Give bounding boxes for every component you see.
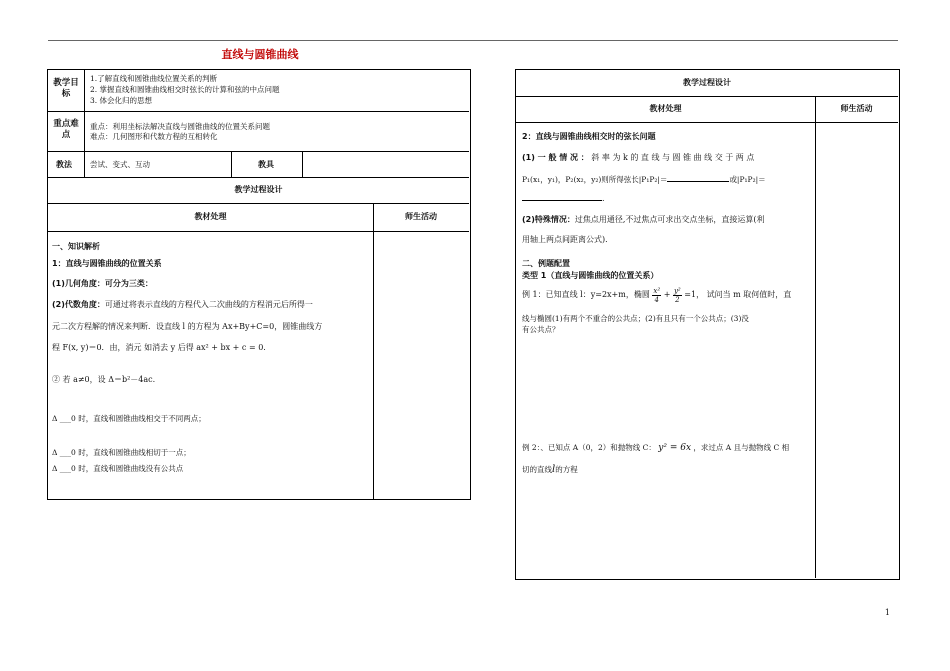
special-case-label: (2)特殊情况： [522, 215, 575, 224]
left-table [47, 69, 471, 500]
delta-less: Δ ___0 时，直线和圆锥曲线没有公共点 [52, 464, 184, 473]
chord-length-b: 或|P₁P₂|＝ [729, 175, 766, 184]
key-label: 重点难点 [53, 119, 79, 140]
special-case-text-1: 过焦点用通径,不过焦点可求出交点坐标，直接运算(利 [574, 215, 765, 224]
example1-line-1: 例 1：已知直线 l：y=2x+m，椭圆 $\frac{\text{x²}}{4}$ + $\frac{\text{y²}}{2}$ =1， 试问当 m 取何值时，直 [522, 286, 792, 304]
special-case-line-2: 用轴上两点间距离公式)． [522, 235, 614, 244]
right-table: 教学过程设计 教材处理 师生活动 2：直线与圆锥曲线相交时的弦长问题 (1) 一 般 情 况 ： 斜 率 为 k 的 直 线 与 圆 锥 曲 线 交 于 两 点 P₁(x₁，y₁)，P₂(x₂，y₂)则所得弦长|P₁P₂|＝ 或|P₁P₂|＝ . (2)特殊情况：过焦点用通径,不过焦点可求出交点坐标，直接运算(利 用轴上两点间距离公式)． 二、例题配置 类型 1（直线与圆锥曲线的位置关系） 例 1：已知直线 l：y=2x+m，椭圆 $\frac{\text{x²}}{4}$ + $\frac{\text{y²}}{2}$ =1， 试问当 m 取何值时，直 线与椭圆(1)有两个不重合的公共点；(2)有且只有一个公共点；(3)没 有公共点？ 例 2：、已知点 A（0，2）和抛物线 C： y² = 6x ，求过点 A 且与抛物线 C 相 切的直线l的方程 [515, 69, 900, 580]
algebra-text-1: 可通过将表示直线的方程代入二次曲线的方程消元后所得一 [104, 300, 313, 309]
section3-title: 二、例题配置 [522, 259, 570, 268]
col-activity: 师生活动 [405, 212, 437, 221]
goal-1: 1.了解直线和圆锥曲线位置关系的判断 [90, 74, 218, 83]
tool-label: 教具 [258, 160, 274, 169]
method-label: 教法 [56, 160, 72, 169]
special-case-line-1 [522, 213, 765, 226]
key-point-2: 难点：几何图形和代数方程的互相转化 [90, 132, 218, 141]
ellipse-fraction-x: $\frac{\text{x²}}{4}$ [653, 286, 661, 304]
page-title: 直线与圆锥曲线 [221, 48, 299, 61]
example1-line-3: 有公共点？ [522, 325, 560, 334]
goal-2: 2. 掌握直线和圆锥曲线相交时弦长的计算和弦的中点问题 [90, 85, 280, 94]
general-case-label: (1) 一 般 情 况 ： [522, 153, 589, 162]
page-number: 1 [884, 608, 890, 617]
section1-subtitle: 1：直线与圆锥曲线的位置关系 [52, 259, 162, 268]
col-material: 教材处理 [194, 212, 227, 221]
example1-text-b: 试问当 m 取何值时，直 [706, 290, 792, 299]
section2-title: 2：直线与圆锥曲线相交时的弦长问题 [522, 132, 656, 141]
process-header: 教学过程设计 [234, 185, 283, 194]
algebra-line-1 [52, 298, 313, 311]
general-case-text-1: 斜 率 为 k 的 直 线 与 圆 锥 曲 线 交 于 两 点 [591, 153, 755, 162]
example1-text-a: 例 1：已知直线 l：y=2x+m，椭圆 [522, 290, 650, 299]
delta-equal: Δ ___0 时，直线和圆锥曲线相切于一点； [52, 448, 191, 457]
key-point-1: 重点：利用坐标法解决直线与圆锥曲线的位置关系问题 [90, 122, 270, 131]
algebra-title: (2)代数角度： [52, 300, 105, 309]
general-case-line-1 [522, 151, 754, 164]
type1-title: 类型 1（直线与圆锥曲线的位置关系） [522, 271, 659, 280]
goal-label: 教学目标 [53, 78, 79, 99]
example2-line-1: 例 2：、已知点 A（0，2）和抛物线 C： y² = 6x ，求过点 A 且与抛物线 C 相 [522, 443, 790, 453]
header-rule [48, 40, 898, 41]
delta-greater: Δ ___0 时，直线和圆锥曲线相交于不同两点； [52, 414, 206, 423]
col-activity-right: 师生活动 [840, 104, 873, 113]
process-header-right: 教学过程设计 [683, 78, 731, 87]
geometry-view: (1)几何角度：可分为三类： [52, 279, 153, 288]
algebra-line-3: 程 F(x, y)＝0．由，消元 如消去 y 后得 ax² + bx + c = 0. [52, 343, 266, 352]
ellipse-fraction-y: $\frac{\text{y²}}{2}$ [673, 286, 681, 304]
method-value: 尝试、变式、互动 [90, 160, 150, 169]
algebra-line-2: 元二次方程解的情况来判断．设直线 l 的方程为 Ax+By+C=0，圆锥曲线方 [52, 322, 323, 331]
chord-length-a: P₁(x₁，y₁)，P₂(x₂，y₂)则所得弦长|P₁P₂|＝ [522, 175, 668, 184]
parabola-equation: y² = 6x [658, 443, 692, 453]
goal-3: 3. 体会化归的思想 [90, 96, 153, 105]
col-material-right: 教材处理 [649, 104, 682, 113]
section1-title: 一、知识解析 [52, 242, 100, 251]
example1-line-2: 线与椭圆(1)有两个不重合的公共点；(2)有且只有一个公共点；(3)没 [522, 314, 749, 323]
general-case-line-2 [522, 173, 766, 186]
example2-line-2: 切的直线l的方程 [522, 464, 578, 475]
case-a-nonzero: ② 若 a≠0，设 Δ＝b²－4ac. [52, 375, 156, 384]
